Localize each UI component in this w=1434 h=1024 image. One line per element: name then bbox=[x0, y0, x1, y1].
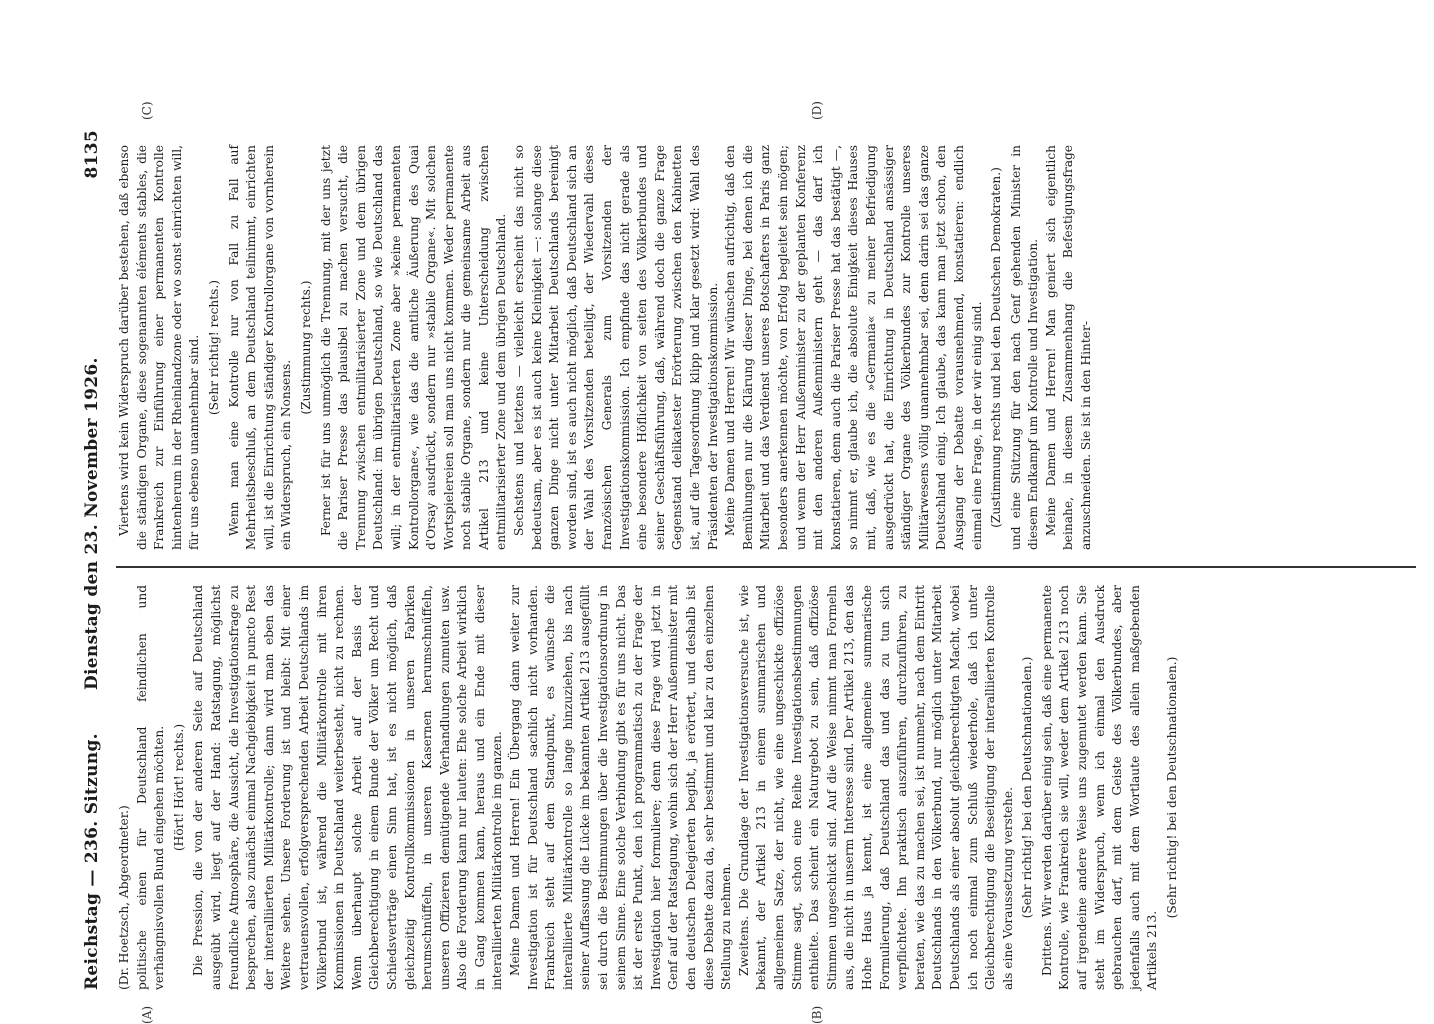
left-column bbox=[116, 585, 1184, 990]
right-column bbox=[116, 145, 1096, 550]
paragraph: Viertens wird kein Widerspruch darüber bestehen, daß ebenso die ständigen Organe, diese sogenannten éléments stables, die Frankreich zur Einführung einer permanenten Kontrolle hintenherum in der Rheinlandzone oder wo sonst einrichten will, für uns ebenso unannehmbar sind. bbox=[117, 145, 202, 550]
paragraph: und eine Stützung für den nach Genf gehenden Minister in diesem Endkampf um Kontrolle und Investigation. bbox=[1008, 145, 1041, 550]
page-header bbox=[80, 130, 108, 990]
header-date: Dienstag den 23. November 1926. bbox=[82, 357, 102, 690]
paragraph: Sechstens und letztens — vielleicht erscheint das nicht so bedeutsam, aber es ist auch keine Kleinigkeit —: solange diese ganzen Dinge nicht unter Mitarbeit Deutschlands bereinigt worden sind, ist es auch nicht möglich, daß Deutschland sich an der Wahl des Vorsitzenden beteiligt, der Wiedervahl dieses französischen Generals zum Vorsitzenden der Investigationskommission. Ich empfinde das nicht gerade als eine besondere Höflichkeit von seiten des Völkerbundes und seiner Geschäftsführung, daß, während doch die ganze Frage Gegenstand delikatester Erörterung zwischen den Kabinetten ist, auf die Tagesordnung klipp und klar gesetzt wird: Wahl des Präsidenten der Investigationskommission. bbox=[512, 145, 720, 550]
paragraph: Meine Damen und Herren! Wir wünschen aufrichtig, daß den Bemühungen nur die Klärung dieser Dinge, bei denen ich die Mitarbeit und das Verdienst unseres Botschafters in Paris ganz besonders anerkennen möchte, von Erfolg begleitet sein mögen; und wenn der Herr Außenminister zu der geplanten Konferenz mit den anderen Außenministern geht — das darf ich konstatieren, denn auch die Pariser Presse hat das bestätigt —, so nimmt er, glaube ich, die absolute Einigkeit dieses Hauses mit, daß, wie es die »Germania« zu meiner Befriedigung ausgedrückt hat, die Einrichtung in Deutschland ansässiger ständiger Organe des Völkerbundes zur Kontrolle unseres Militärwesens völlig unannehmbar sei, denn darin sei das ganze Deutschland einig. Ich glaube, das kann man jetzt schon, den Ausgang der Debatte vorausnehmend, konstatieren: endlich einmal eine Frage, in der wir einig sind. bbox=[723, 145, 984, 550]
speaker-line: (Dr. Hoetzsch, Abgeordneter.) bbox=[117, 805, 131, 990]
paragraph: politische einen für Deutschland feindlichen und verhängnisvollen Bund eingehen möchten. bbox=[134, 585, 167, 990]
column-divider bbox=[116, 567, 1416, 569]
paragraph: Meine Damen und Herren! Man geniert sich eigentlich beinahe, in diesem Zusammenhang die Befestigungsfrage anzuschneiden. Sie ist in den Hinter- bbox=[1043, 145, 1094, 550]
interjection: (Zustimmung rechts und bei den Deutschen Demokraten.) bbox=[989, 167, 1004, 528]
interjection: (Hört! Hört! rechts.) bbox=[171, 723, 186, 852]
paragraph: Wenn man eine Kontrolle nur von Fall zu Fall auf Mehrheitsbeschluß, an dem Deutschland teilnimmt, einrichten will, ist die Einrichtung ständiger Kontrollorgane von vornherein ein Widerspruch, ein Nonsens. bbox=[226, 145, 294, 550]
interjection: (Sehr richtig! rechts.) bbox=[206, 279, 221, 416]
header-left: Reichstag — 236. Sitzung. bbox=[82, 733, 102, 990]
paragraph: Drittens. Wir werden darüber einig sein, daß eine permanente Kontrolle, wie Frankreich sie will, weder dem Artikel 213 noch auf irgendeine andere Weise uns zugemutet werden kann. Sie steht im Widerspruch, wenn ich einmal den Ausdruck gebrauchen darf, mit dem Geiste des Völkerbundes, aber jedenfalls auch mit dem Wortlaute des allein maßgebenden Artikels 213. bbox=[1039, 585, 1160, 990]
margin-mark-c: (C) bbox=[140, 101, 154, 120]
interjection: (Zustimmung rechts.) bbox=[298, 280, 313, 415]
digitization-credit bbox=[1410, 12, 1430, 992]
margin-mark-d: (D) bbox=[810, 101, 824, 120]
paragraph: Zweitens. Die Grundlage der Investigationsversuche ist, wie bekannt, der Artikel 213 in einem summarischen und allgemeinen Satze, der nicht, wie eine ungeschickte offiziöse Stimme sagt, schon eine Reihe Investigationsbestimmungen enthielte. Das scheint ein Naturgebot zu sein, daß offiziöse Stimmen ungeschickt sind. Auf die Weise nimmt man Formeln aus, die nicht in unserm Interesse sind. Der Artikel 213, den das Hohe Haus ja kennt, ist eine allgemeine summarische Formulierung, daß Deutschland das und das zu tun sich verpflichtete. Ihn praktisch auszuführen, durchzuführen, zu beraten, wie das zu machen sei, ist nunmehr, nach dem Eintritt Deutschlands in den Völkerbund, nur möglich unter Mitarbeit Deutschlands als einer absolut gleichberechtigten Macht, wobei ich noch einmal zum Schluß wiederhole, daß ich unter Gleichberechtigung die Beseitigung der interalliierten Kontrolle als eine Voraussetzung verstehe. bbox=[736, 585, 1015, 990]
paragraph: Meine Damen und Herren! Ein Übergang dann weiter zur Investigation ist für Deutschland sachlich nicht vorhanden. Frankreich steht auf dem Standpunkt, es wünsche die interalliierte Militärkontrolle so lange hinzuziehen, bis nach seiner Auffassung die Lücke im bekannten Artikel 213 ausgefüllt sei durch die Bestimmungen über die Investigationsordnung in seinem Sinne. Eine solche Verbindung gibt es für uns nicht. Das ist der erste Punkt, den ich programmatisch zu der Frage der Investigation hier formuliere; denn diese Frage wird jetzt in Genf auf der Ratstagung, wohin sich der Herr Außenminister mit den deutschen Delegierten begibt, ja erörtert, und deshalb ist diese Debatte dazu da, sehr bestimmt und klar zu den einzelnen Stellung zu nehmen. bbox=[508, 585, 734, 990]
interjection: (Sehr richtig! bei den Deutschnationalen.) bbox=[1165, 656, 1180, 919]
margin-mark-b: (B) bbox=[810, 1005, 824, 1024]
paragraph: Die Pression, die von der anderen Seite auf Deutschland ausgeübt wird, liegt auf der Hand: Ratstagung, möglichst freundliche Atmosphäre, die Aussicht, die Investigationsfrage zu besprechen, also zunächst einmal Nachgiebigkeit in puncto Rest der interalliierten Militärkontrolle; dann wird man eben das Weitere sehen. Unsere Forderung ist und bleibt: Mit einer vertrauensvollen, erfolgversprechenden Arbeit Deutschlands im Völkerbund ist, während die Militärkontrolle mit ihren Kommissionen in Deutschland weiterbesteht, nicht zu rechnen. Wenn überhaupt solche Arbeit auf der Basis der Gleichberechtigung in einem Bunde der Völker um Recht und Schiedsverträge einen Sinn hat, ist es nicht möglich, daß gleichzeitig Kontrollkommissionen in unseren Fabriken herumschnüffeln, in unseren Kasernen herumschnüffeln, unseren Offizieren demütigende Verhandlungen zumuten usw. Also die Forderung kann nur lauten: Ehe solche Arbeit wirklich in Gang kommen kann, heraus und ein Ende mit dieser interalliierten Militärkontrolle im ganzen. bbox=[191, 585, 505, 990]
paragraph: Ferner ist für uns unmöglich die Trennung, mit der uns jetzt die Pariser Presse das plausibel zu machen versucht, die Trennung zwischen entmilitarisierter Zone und dem übrigen Deutschland: im übrigen Deutschland, so wie Deutschland das will; in der entmilitarisierten Zone aber »keine permanenten Kontrollorgane«, wie das die amtliche Äußerung des Quai d'Orsay ausdrückt, sondern nur »stabile Organe«. Mit solchen Wortspielereien soll man uns nicht kommen. Weder permanente noch stabile Organe, sondern nur die gemeinsame Arbeit aus Artikel 213 und keine Unterscheidung zwischen entmilitarisierter Zone und dem übrigen Deutschland. bbox=[318, 145, 509, 550]
scanned-page bbox=[80, 101, 1420, 1024]
margin-mark-a: (A) bbox=[140, 1005, 154, 1024]
interjection: (Sehr richtig! bei den Deutschnationalen.) bbox=[1020, 656, 1035, 919]
page-number: 8135 bbox=[82, 130, 102, 179]
